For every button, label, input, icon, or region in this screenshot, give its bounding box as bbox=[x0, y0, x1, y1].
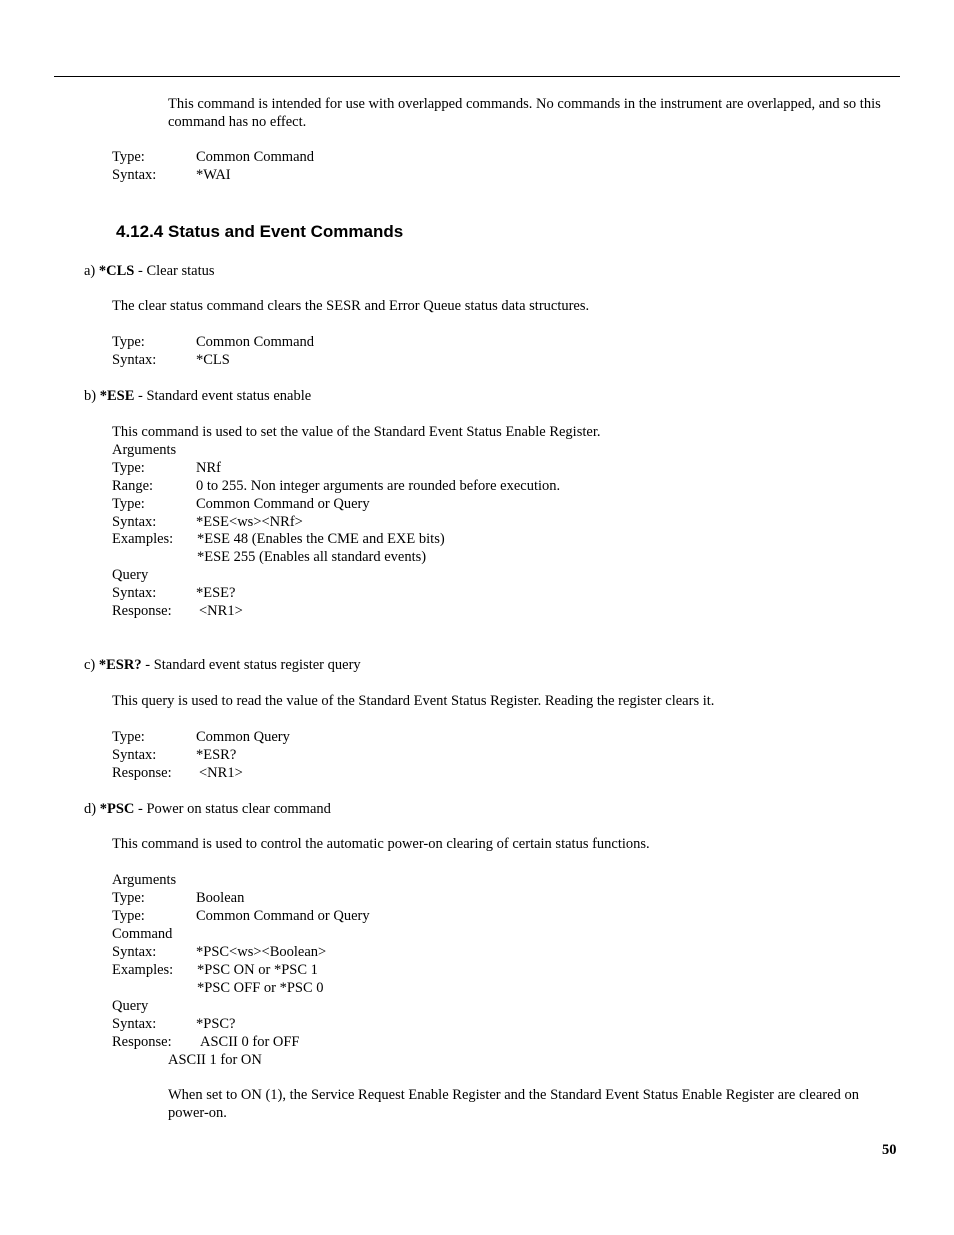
ese-query-label: Query bbox=[112, 567, 149, 583]
psc-description: This command is used to control the automatic power-on clearing of certain status functions. bbox=[112, 836, 650, 852]
ese-examples-label: Examples: bbox=[112, 531, 174, 547]
ese-response-label: Response: bbox=[112, 603, 172, 619]
ese-type-value: NRf bbox=[196, 460, 221, 476]
cls-type-value: Common Command bbox=[196, 334, 315, 350]
esr-syntax-label: Syntax: bbox=[112, 747, 157, 763]
wai-syntax-label: Syntax: bbox=[112, 167, 157, 183]
ese-type2-value: Common Command or Query bbox=[196, 496, 370, 512]
ese-heading: b) *ESE - Standard event status enable bbox=[84, 388, 312, 404]
psc-type2-value: Common Command or Query bbox=[196, 908, 370, 924]
ese-range-label: Range: bbox=[112, 478, 154, 494]
esr-command: *ESR? bbox=[98, 657, 142, 673]
ese-description: This command is used to set the value of the Standard Event Status Enable Register. bbox=[112, 424, 601, 440]
esr-syntax-value: *ESR? bbox=[196, 747, 237, 763]
psc-example-1: *PSC ON or *PSC 1 bbox=[197, 962, 318, 978]
esr-response-value: <NR1> bbox=[199, 765, 243, 781]
esr-type-label: Type: bbox=[112, 729, 145, 745]
cls-syntax-label: Syntax: bbox=[112, 352, 157, 368]
esr-description: This query is used to read the value of the Standard Event Status Register. Reading the register clears it. bbox=[112, 693, 715, 709]
psc-examples-label: Examples: bbox=[112, 962, 174, 978]
esr-heading: c) *ESR? - Standard event status register query bbox=[84, 657, 361, 673]
ese-type-label: Type: bbox=[112, 460, 145, 476]
ese-response-value: <NR1> bbox=[199, 603, 243, 619]
cls-description: The clear status command clears the SESR and Error Queue status data structures. bbox=[112, 298, 590, 314]
wai-type-value: Common Command bbox=[196, 149, 315, 165]
psc-arguments-label: Arguments bbox=[112, 872, 177, 888]
psc-response-value-2: ASCII 1 for ON bbox=[168, 1052, 262, 1068]
psc-query-syntax-label: Syntax: bbox=[112, 1016, 157, 1032]
psc-heading: d) *PSC - Power on status clear command bbox=[84, 801, 331, 817]
ese-example-2: *ESE 255 (Enables all standard events) bbox=[197, 549, 427, 565]
psc-query-label: Query bbox=[112, 998, 149, 1014]
header-rule bbox=[54, 76, 900, 77]
ese-type2-label: Type: bbox=[112, 496, 145, 512]
ese-query-syntax-label: Syntax: bbox=[112, 585, 157, 601]
section-heading: 4.12.4 Status and Event Commands bbox=[116, 222, 404, 241]
psc-command-label: Command bbox=[112, 926, 173, 942]
wai-type-label: Type: bbox=[112, 149, 145, 165]
psc-response-label: Response: bbox=[112, 1034, 172, 1050]
ese-syntax-label: Syntax: bbox=[112, 514, 157, 530]
psc-syntax-label: Syntax: bbox=[112, 944, 157, 960]
psc-note: When set to ON (1), the Service Request Enable Register and the Standard Event Status Enable Register are cleared on power-on. bbox=[168, 1087, 859, 1121]
psc-query-syntax-value: *PSC? bbox=[196, 1016, 236, 1032]
psc-type2-label: Type: bbox=[112, 908, 145, 924]
cls-heading: a) *CLS - Clear status bbox=[84, 263, 215, 279]
psc-type-label: Type: bbox=[112, 890, 145, 906]
psc-type-value: Boolean bbox=[196, 890, 245, 906]
wai-syntax-value: *WAI bbox=[196, 167, 231, 183]
ese-range-value: 0 to 255. Non integer arguments are rounded before execution. bbox=[196, 478, 561, 494]
wai-description: This command is intended for use with overlapped commands. No commands in the instrument are overlapped, and so this command has no effect. bbox=[168, 96, 881, 130]
esr-type-value: Common Query bbox=[196, 729, 290, 745]
ese-command: *ESE bbox=[99, 388, 135, 404]
ese-syntax-value: *ESE<ws><NRf> bbox=[196, 514, 303, 530]
ese-arguments-label: Arguments bbox=[112, 442, 177, 458]
psc-example-2: *PSC OFF or *PSC 0 bbox=[197, 980, 324, 996]
psc-syntax-value: *PSC<ws><Boolean> bbox=[196, 944, 327, 960]
cls-command: *CLS bbox=[98, 263, 135, 279]
cls-syntax-value: *CLS bbox=[196, 352, 230, 368]
psc-command: *PSC bbox=[99, 801, 135, 817]
psc-response-value-1: ASCII 0 for OFF bbox=[200, 1034, 300, 1050]
page-number: 50 bbox=[882, 1142, 897, 1158]
ese-query-syntax-value: *ESE? bbox=[196, 585, 236, 601]
ese-example-1: *ESE 48 (Enables the CME and EXE bits) bbox=[197, 531, 445, 547]
esr-response-label: Response: bbox=[112, 765, 172, 781]
cls-type-label: Type: bbox=[112, 334, 145, 350]
